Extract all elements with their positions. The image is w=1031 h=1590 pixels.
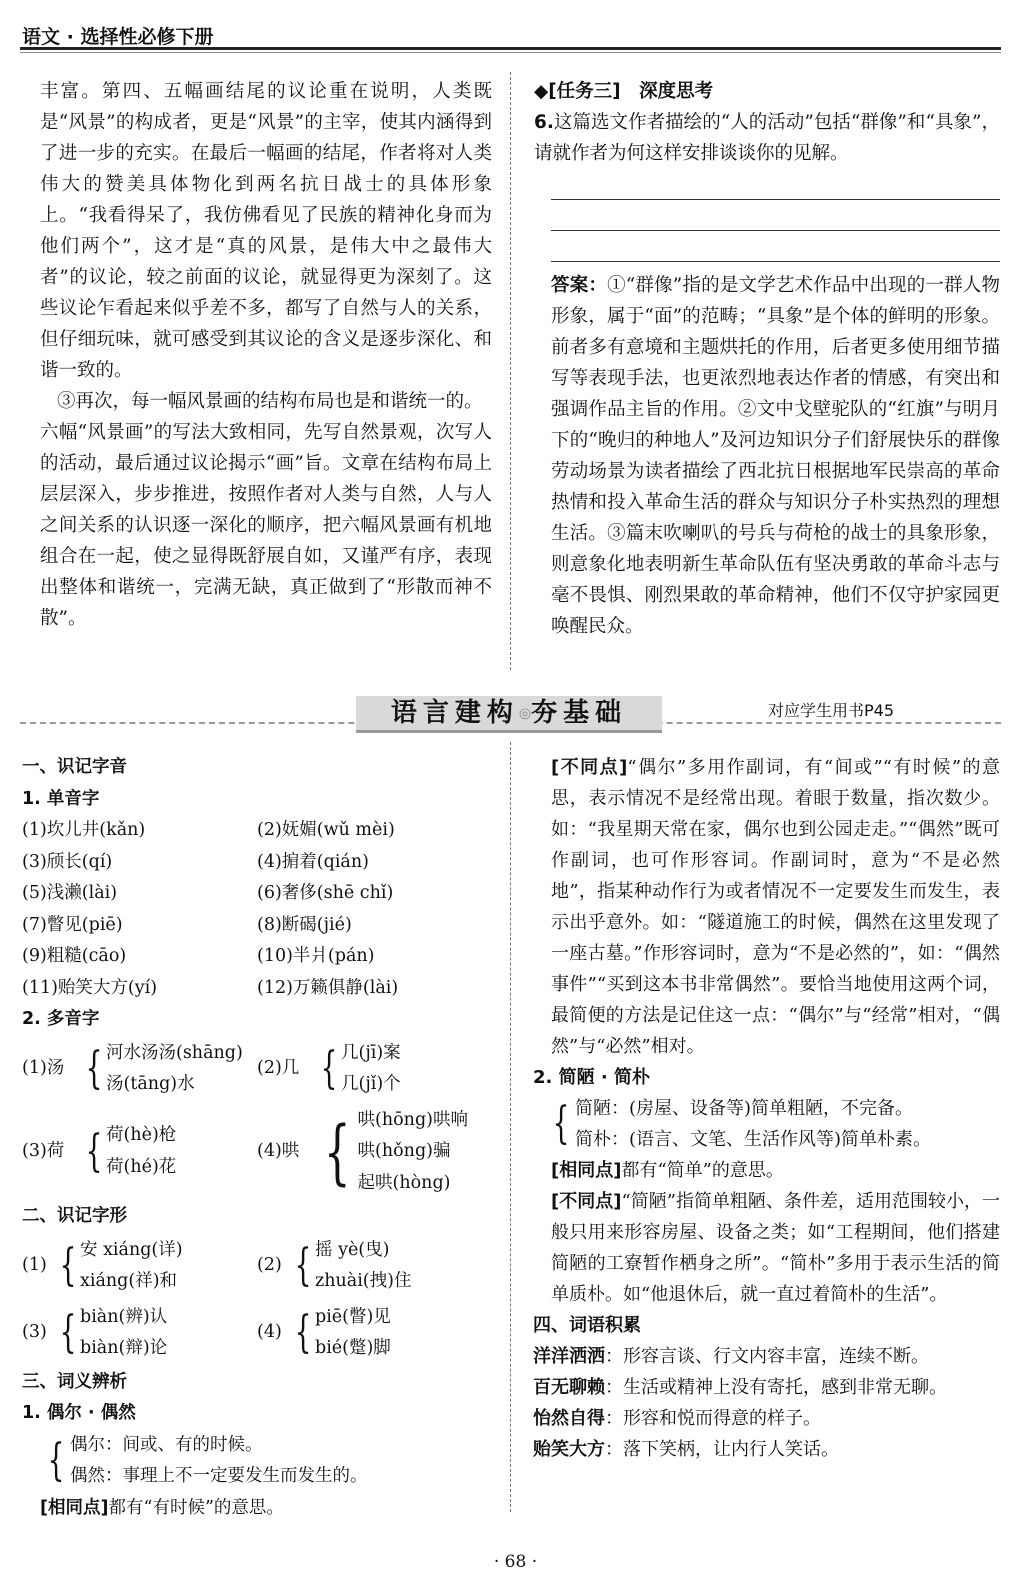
list-item: (4)掮着(qián) <box>257 851 369 872</box>
question-text: 这篇选文作者描绘的“人的活动”包括“群像”和“具象”，请就作者为何这样安排谈谈你的见解。 <box>534 112 1000 164</box>
list-item: (6)奢侈(shē chǐ) <box>257 883 394 903</box>
banner-title: 语言建构◎夯基础 <box>356 696 662 733</box>
list-item: (12)万籁俱静(lài) <box>257 977 399 998</box>
list-item: (2)几 { 几(jī)案 几(jǐ)个 <box>257 1042 401 1094</box>
column-divider <box>510 72 511 670</box>
list-item: (1)坎儿井(kǎn) <box>22 820 146 840</box>
definition-group: { 偶尔：间或、有的时候。 偶然：事理上不一定要发生而发生的。 <box>22 1430 492 1493</box>
diff-point-text: “简陋”指简单粗陋、条件差，适用范围较小，一般只用来形容房屋、设备之类；如“工程期间，他们搭建简陋的工寮暂作栖身之所”。“简朴”多用于表示生活的简单质朴。如“他退休后，就一直过着简朴的生活”。 <box>551 1191 1001 1305</box>
polyphone-list <box>22 1036 492 1202</box>
top-left-column <box>40 76 492 634</box>
column-divider <box>510 742 511 1512</box>
sub-heading: 1. 单音字 <box>22 788 100 809</box>
list-item: (1)汤 { 河水汤汤(shāng) 汤(tāng)水 <box>22 1042 243 1094</box>
list-item: (5)浅濑(lài) <box>22 883 118 903</box>
section-heading: 四、词语积累 <box>533 1315 641 1336</box>
top-right-column <box>534 76 1000 642</box>
char-form-list <box>22 1233 492 1367</box>
section-heading: 二、识记字形 <box>22 1206 127 1226</box>
section-heading: 三、词义辨析 <box>22 1371 127 1392</box>
diff-point-tag: [不同点] <box>551 757 628 778</box>
list-item: (8)断碣(jié) <box>257 914 352 935</box>
list-item: (4) { piē(瞥)见 bié(蹩)脚 <box>257 1306 391 1358</box>
header-rule-thin <box>20 52 1001 53</box>
banner-reference: 对应学生用书P45 <box>762 698 900 721</box>
list-item: (3)颀长(qí) <box>22 851 113 872</box>
definition: 简陋：(房屋、设备等)简单粗陋，不完备。 <box>575 1098 914 1119</box>
list-item: (3)荷 { 荷(hè)枪 荷(hé)花 <box>22 1125 177 1177</box>
same-point-text: 都有“简单”的意思。 <box>621 1160 784 1181</box>
question-number: 6. <box>534 112 554 133</box>
sub-heading: 1. 偶尔 · 偶然 <box>22 1403 136 1423</box>
list-item: (2) { 摇 yè(曳) zhuài(拽)住 <box>257 1239 412 1291</box>
definition-group: { 简陋：(房屋、设备等)简单粗陋，不完备。 简朴：(语言、文笔、生活作风等)简单朴素。 <box>533 1093 1000 1155</box>
list-item: (1) { 安 xiáng(详) xiáng(祥)和 <box>22 1239 183 1291</box>
page-number: · 68 · <box>493 1552 538 1572</box>
same-point-tag: [相同点] <box>40 1497 109 1518</box>
same-point-tag: [相同点] <box>551 1160 622 1181</box>
same-point-text: 都有“有时候”的意思。 <box>108 1497 284 1518</box>
diff-point-tag: [不同点] <box>551 1191 622 1212</box>
list-item: (2)妩媚(wǔ mèi) <box>257 820 395 840</box>
running-header: 语文 · 选择性必修下册 <box>22 26 214 48</box>
section-banner <box>20 696 1001 740</box>
vocab-item: 百无聊赖：生活或精神上没有寄托，感到非常无聊。 <box>533 1377 947 1398</box>
definition: 简朴：(语言、文笔、生活作风等)简单朴素。 <box>575 1129 932 1150</box>
vocab-item: 贻笑大方：落下笑柄，让内行人笑话。 <box>533 1439 839 1460</box>
section-heading: 一、识记字音 <box>22 757 127 777</box>
sub-heading: 2. 多音字 <box>22 1009 100 1029</box>
list-item: (10)半爿(pán) <box>257 946 375 966</box>
header-rule <box>20 47 1001 50</box>
answer-lines <box>534 169 1000 262</box>
list-item: (9)粗糙(cāo) <box>22 946 127 966</box>
list-item: (11)贻笑大方(yí) <box>22 977 158 998</box>
task-heading: ◆[任务三] 深度思考 <box>534 81 714 102</box>
vocab-item: 怡然自得：形容和悦而得意的样子。 <box>533 1408 821 1429</box>
definition: 偶然：事理上不一定要发生而发生的。 <box>70 1466 368 1486</box>
definition: 偶尔：间或、有的时候。 <box>70 1434 263 1455</box>
list-item: (7)瞥见(piē) <box>22 914 123 935</box>
list-item: (4)哄 { 哄(hōng)哄响 哄(hǒng)骗 起哄(hòng) <box>257 1109 468 1193</box>
single-char-list <box>22 815 492 1004</box>
paragraph: 丰富。第四、五幅画结尾的议论重在说明，人类既是“风景”的构成者，更是“风景”的主宰，使其内涵得到了进一步的充实。在最后一幅画的结尾，作者将对人类伟大的赞美具体物化到两名抗日战士的具体形象上。“我看得呆了，我仿佛看见了民族的精神化身而为他们两个”，这才是“真的风景，是伟大中之最伟大者”的议论，较之前面的议论，就显得更为深刻了。这些议论乍看起来似乎差不多，都写了自然与人的关系，但仔细玩味，就可感受到其议论的含义是逐步深化、和谐一致的。 <box>40 81 492 381</box>
vocab-item: 洋洋洒洒：形容言谈、行文内容丰富，连续不断。 <box>533 1346 929 1367</box>
answer-text: ①“群像”指的是文学艺术作品中出现的一群人物形象，属于“面”的范畴；“具象”是个体的鲜明的形象。前者多有意境和主题烘托的作用，后者更多使用细节描写等表现手法，也更浓烈地表达作者的情感，有突出和强调作品主旨的作用。②文中戈壁驼队的“红旗”与明月下的“晚归的种地人”及河边知识分子们舒展快乐的群像劳动场景为读者描绘了西北抗日根据地军民崇高的革命热情和投入革命生活的群众与知识分子朴实热烈的理想生活。③篇末吹喇叭的号兵与荷枪的战士的具象形象，则意象化地表明新生革命队伍有坚决勇敢的革命斗志与毫不畏惧、刚烈果敢的革命精神，他们不仅守护家园更唤醒民众。 <box>551 275 1000 637</box>
answer-label: 答案： <box>551 275 608 296</box>
diff-point-text: “偶尔”多用作副词，有“间或”“有时候”的意思，表示情况不是经常出现。着眼于数量，指次数少。如：“我星期天常在家，偶尔也到公园走走。”“偶然”既可作副词，也可作形容词。作副词时，意为“不是必然地”，指某种动作行为或者情况不一定要发生而发生，表示出乎意外。如：“隧道施工的时候，偶然在这里发现了一座古墓。”作形容词时，意为“不是必然的”，如：“偶然事件”“买到这本书非常偶然”。要恰当地使用这两个词，最简便的方法是记住这一点：“偶尔”与“经常”相对，“偶然”与“必然”相对。 <box>551 757 1000 1057</box>
sub-heading: 2. 简陋 · 简朴 <box>533 1067 650 1088</box>
list-item: (3) { biàn(辨)认 biàn(辩)论 <box>22 1306 168 1358</box>
bottom-left-column <box>22 752 492 1524</box>
paragraph: 六幅“风景画”的写法大致相同，先写自然景观，次写人的活动，最后通过议论揭示“画”旨。文章在结构布局上层层深入，步步推进，按照作者对人类与自然，人与人之间关系的认识逐一深化的顺序，把六幅风景画有机地组合在一起，使之显得既舒展自如，又谨严有序，表现出整体和谐统一，完满无缺，真正做到了“形散而神不散”。 <box>40 422 492 629</box>
paragraph: ③再次，每一幅风景画的结构布局也是和谐统一的。 <box>57 391 483 412</box>
bottom-right-column <box>533 752 1000 1465</box>
